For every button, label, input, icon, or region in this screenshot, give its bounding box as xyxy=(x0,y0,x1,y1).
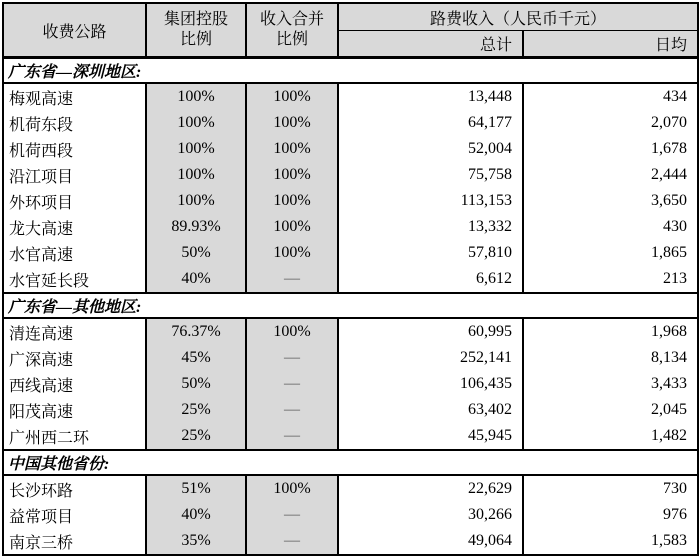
total-revenue-cell: 13,448 xyxy=(338,83,523,110)
daily-revenue-cell: 1,678 xyxy=(523,136,698,162)
table-row xyxy=(3,214,698,240)
consol-ratio-cell: — xyxy=(246,502,338,528)
daily-revenue-cell: 1,865 xyxy=(523,240,698,266)
group-ratio-cell: 25% xyxy=(146,423,246,450)
consol-ratio-cell: — xyxy=(246,423,338,450)
consol-ratio-cell: — xyxy=(246,371,338,397)
daily-revenue-cell: 976 xyxy=(523,502,698,528)
table-body xyxy=(3,58,698,556)
road-name-cell: 广深高速 xyxy=(3,345,146,371)
daily-revenue-cell: 3,433 xyxy=(523,371,698,397)
road-name-cell: 龙大高速 xyxy=(3,214,146,240)
consol-ratio-cell: — xyxy=(246,528,338,555)
group-ratio-cell: 76.37% xyxy=(146,318,246,345)
total-revenue-cell: 63,402 xyxy=(338,397,523,423)
daily-revenue-cell: 1,583 xyxy=(523,528,698,555)
group-ratio-cell: 50% xyxy=(146,240,246,266)
total-revenue-cell: 52,004 xyxy=(338,136,523,162)
group-ratio-cell: 40% xyxy=(146,502,246,528)
table-row xyxy=(3,188,698,214)
daily-revenue-cell: 730 xyxy=(523,475,698,502)
road-name-cell: 外环项目 xyxy=(3,188,146,214)
consol-ratio-cell: 100% xyxy=(246,318,338,345)
header-consol-ratio-line2: 比例 xyxy=(275,31,308,48)
road-name-cell: 水官高速 xyxy=(3,240,146,266)
group-ratio-cell: 89.93% xyxy=(146,214,246,240)
section-header-row xyxy=(3,293,698,318)
total-revenue-cell: 252,141 xyxy=(338,345,523,371)
road-name-cell: 长沙环路 xyxy=(3,475,146,502)
total-revenue-cell: 49,064 xyxy=(338,528,523,555)
section-header-row xyxy=(3,58,698,84)
road-name-cell: 沿江项目 xyxy=(3,162,146,188)
table-row xyxy=(3,371,698,397)
total-revenue-cell: 22,629 xyxy=(338,475,523,502)
road-name-cell: 梅观高速 xyxy=(3,83,146,110)
road-name-cell: 机荷西段 xyxy=(3,136,146,162)
total-revenue-cell: 57,810 xyxy=(338,240,523,266)
daily-revenue-cell: 2,070 xyxy=(523,110,698,136)
header-total-column: 总计 xyxy=(338,31,523,58)
table-header xyxy=(3,3,698,58)
consol-ratio-cell: — xyxy=(246,345,338,371)
consol-ratio-cell: 100% xyxy=(246,136,338,162)
total-revenue-cell: 64,177 xyxy=(338,110,523,136)
total-revenue-cell: 60,995 xyxy=(338,318,523,345)
total-revenue-cell: 45,945 xyxy=(338,423,523,450)
consol-ratio-cell: 100% xyxy=(246,240,338,266)
daily-revenue-cell: 2,045 xyxy=(523,397,698,423)
group-ratio-cell: 100% xyxy=(146,188,246,214)
total-revenue-cell: 6,612 xyxy=(338,266,523,293)
total-revenue-cell: 30,266 xyxy=(338,502,523,528)
table-row xyxy=(3,162,698,188)
table-row xyxy=(3,345,698,371)
table-row xyxy=(3,240,698,266)
table-row xyxy=(3,475,698,502)
total-revenue-cell: 75,758 xyxy=(338,162,523,188)
total-revenue-cell: 113,153 xyxy=(338,188,523,214)
header-group-ratio-column xyxy=(146,3,246,58)
road-name-cell: 广州西二环 xyxy=(3,423,146,450)
group-ratio-cell: 40% xyxy=(146,266,246,293)
group-ratio-cell: 35% xyxy=(146,528,246,555)
group-ratio-cell: 50% xyxy=(146,371,246,397)
consol-ratio-cell: 100% xyxy=(246,475,338,502)
consol-ratio-cell: 100% xyxy=(246,188,338,214)
table-row xyxy=(3,110,698,136)
road-name-cell: 阳茂高速 xyxy=(3,397,146,423)
group-ratio-cell: 100% xyxy=(146,162,246,188)
road-name-cell: 机荷东段 xyxy=(3,110,146,136)
road-name-cell: 西线高速 xyxy=(3,371,146,397)
daily-revenue-cell: 1,968 xyxy=(523,318,698,345)
consol-ratio-cell: 100% xyxy=(246,162,338,188)
group-ratio-cell: 45% xyxy=(146,345,246,371)
section-title: 广东省—深圳地区: xyxy=(3,58,698,84)
header-group-ratio-line1: 集团控股 xyxy=(163,11,228,28)
consol-ratio-cell: — xyxy=(246,397,338,423)
header-revenue-group: 路费收入（人民币千元） xyxy=(338,3,698,31)
table-row xyxy=(3,83,698,110)
daily-revenue-cell: 2,444 xyxy=(523,162,698,188)
table-row xyxy=(3,397,698,423)
table-row xyxy=(3,318,698,345)
header-consol-ratio-line1: 收入合并 xyxy=(259,11,324,28)
section-title: 中国其他省份: xyxy=(3,450,698,475)
header-row-1 xyxy=(3,3,698,31)
daily-revenue-cell: 1,482 xyxy=(523,423,698,450)
consol-ratio-cell: 100% xyxy=(246,110,338,136)
daily-revenue-cell: 8,134 xyxy=(523,345,698,371)
group-ratio-cell: 100% xyxy=(146,136,246,162)
section-header-row xyxy=(3,450,698,475)
road-name-cell: 南京三桥 xyxy=(3,528,146,555)
table-row xyxy=(3,423,698,450)
road-name-cell: 水官延长段 xyxy=(3,266,146,293)
consol-ratio-cell: — xyxy=(246,266,338,293)
group-ratio-cell: 100% xyxy=(146,110,246,136)
toll-road-revenue-table xyxy=(2,2,699,556)
header-daily-column: 日均 xyxy=(523,31,698,58)
table-row xyxy=(3,528,698,555)
daily-revenue-cell: 213 xyxy=(523,266,698,293)
table-row xyxy=(3,266,698,293)
header-consol-ratio-column xyxy=(246,3,338,58)
header-group-ratio-line2: 比例 xyxy=(179,31,212,48)
road-name-cell: 清连高速 xyxy=(3,318,146,345)
daily-revenue-cell: 434 xyxy=(523,83,698,110)
total-revenue-cell: 106,435 xyxy=(338,371,523,397)
group-ratio-cell: 25% xyxy=(146,397,246,423)
table-row xyxy=(3,136,698,162)
header-road-column: 收费公路 xyxy=(3,3,146,58)
road-name-cell: 益常项目 xyxy=(3,502,146,528)
daily-revenue-cell: 430 xyxy=(523,214,698,240)
total-revenue-cell: 13,332 xyxy=(338,214,523,240)
consol-ratio-cell: 100% xyxy=(246,214,338,240)
consol-ratio-cell: 100% xyxy=(246,83,338,110)
group-ratio-cell: 100% xyxy=(146,83,246,110)
section-title: 广东省—其他地区: xyxy=(3,293,698,318)
daily-revenue-cell: 3,650 xyxy=(523,188,698,214)
group-ratio-cell: 51% xyxy=(146,475,246,502)
table-row xyxy=(3,502,698,528)
